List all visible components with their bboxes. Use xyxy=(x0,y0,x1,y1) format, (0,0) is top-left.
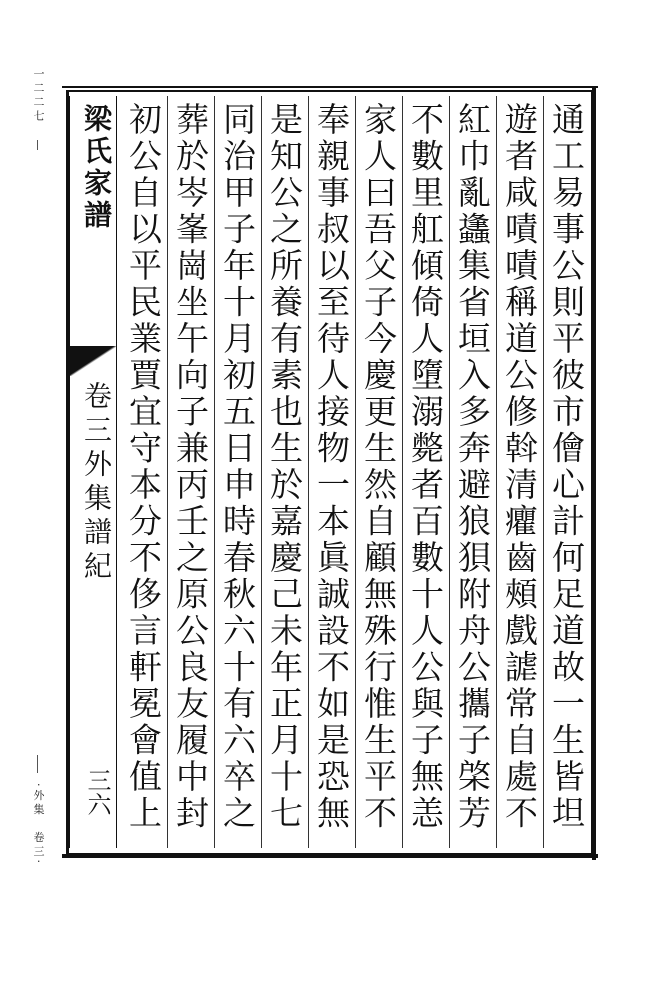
text-column: 不數里舡傾倚人墮溺斃者百數十人公與子無恙 xyxy=(402,96,449,848)
margin-page-number: 一二二七 xyxy=(32,68,45,124)
text-column: 遊者咸嘖嘖稱道公修斡清癯齒頰戲謔常自處不 xyxy=(496,96,543,848)
fishtail-mark xyxy=(70,346,116,376)
text-column: 初公自以平民業賈宜守本分不侈言軒冕會值上 xyxy=(124,102,163,832)
banner-section: 卷三外集譜紀 xyxy=(80,381,113,585)
margin-rule-top xyxy=(37,140,38,150)
banner-column xyxy=(69,96,117,848)
margin-rule-bottom xyxy=(37,755,38,773)
text-column: 家人曰吾父子今慶更生然自顧無殊行惟生平不 xyxy=(355,96,402,848)
text-column: 同治甲子年十月初五日申時春秋六十有六卒之 xyxy=(214,96,261,848)
margin-section-label: ·外集 卷三· xyxy=(32,783,45,866)
text-columns xyxy=(120,96,590,848)
text-column: 紅巾亂蠭集省垣入多奔避狼狽附舟公攜子棨芳 xyxy=(449,96,496,848)
banner-page-number: 三六 xyxy=(83,768,111,816)
banner-title: 梁氏家譜 xyxy=(80,104,113,232)
text-column: 是知公之所養有素也生於嘉慶己未年正月十七 xyxy=(261,96,308,848)
text-column: 葬於岑峯崗坐午向子兼丙壬之原公良友履中封 xyxy=(167,96,214,848)
text-column: 奉親事叔以至待人接物一本眞誠設不如是恐無 xyxy=(308,96,355,848)
frame-top-line xyxy=(62,86,598,88)
text-column: 通工易事公則平彼市儈心計何足道故一生皆坦 xyxy=(543,96,590,848)
